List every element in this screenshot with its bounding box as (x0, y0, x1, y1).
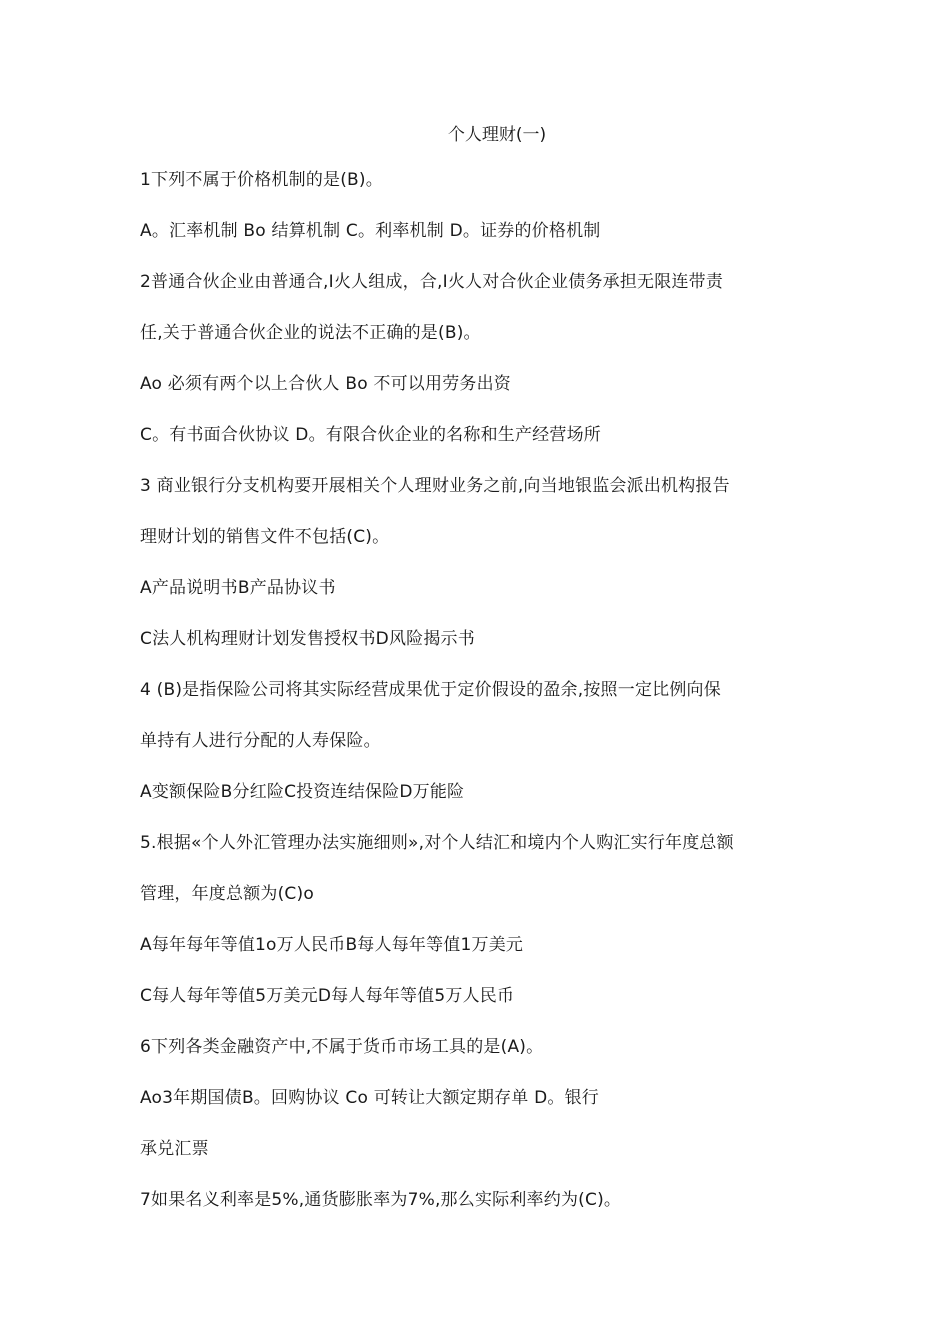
document-body (140, 167, 820, 1238)
text-line: C每人每年等值5万美元D每人每年等值5万人民币 (140, 986, 515, 1006)
text-line: 1下列不属于价格机制的是(B)。 (140, 170, 383, 190)
text-line: 任,关于普通合伙企业的说法不正确的是(B)。 (140, 323, 481, 343)
text-line: 单持有人进行分配的人寿保险。 (140, 731, 381, 751)
text-line: 3 商业银行分支机构要开展相关个人理财业务之前,向当地银监会派出机构报告 (140, 476, 730, 496)
text-line: A每年每年等值1o万人民币B每人每年等值1万美元 (140, 935, 524, 955)
document-title: 个人理财(一) (447, 125, 547, 145)
text-line: 管理，年度总额为(C)o (140, 884, 314, 904)
text-line: 5.根据«个人外汇管理办法实施细则»,对个人结汇和境内个人购汇实行年度总额 (140, 833, 734, 853)
text-line: Ao3年期国债B。回购协议 Co 可转让大额定期存单 D。银行 (140, 1088, 599, 1108)
text-line: C。有书面合伙协议 D。有限合伙企业的名称和生产经营场所 (140, 425, 601, 445)
text-line: A变额保险B分红险C投资连结保险D万能险 (140, 782, 465, 802)
text-line: A。汇率机制 Bo 结算机制 C。利率机制 D。证券的价格机制 (140, 221, 601, 241)
text-line: 理财计划的销售文件不包括(C)。 (140, 527, 390, 547)
text-line: 承兑汇票 (140, 1139, 209, 1159)
text-line: 7如果名义利率是5%,通货膨胀率为7%,那么实际利率约为(C)。 (140, 1190, 622, 1210)
text-line: C法人机构理财计划发售授权书D风险揭示书 (140, 629, 475, 649)
text-line: 2普通合伙企业由普通合,I火人组成，合,I火人对合伙企业债务承担无限连带责 (140, 272, 724, 292)
text-line: Ao 必须有两个以上合伙人 Bo 不可以用劳务出资 (140, 374, 512, 394)
text-line: 4 (B)是指保险公司将其实际经营成果优于定价假设的盈余,按照一定比例向保 (140, 680, 721, 700)
text-line: 6下列各类金融资产中,不属于货币市场工具的是(A)。 (140, 1037, 544, 1057)
text-line: A产品说明书B产品协议书 (140, 578, 336, 598)
